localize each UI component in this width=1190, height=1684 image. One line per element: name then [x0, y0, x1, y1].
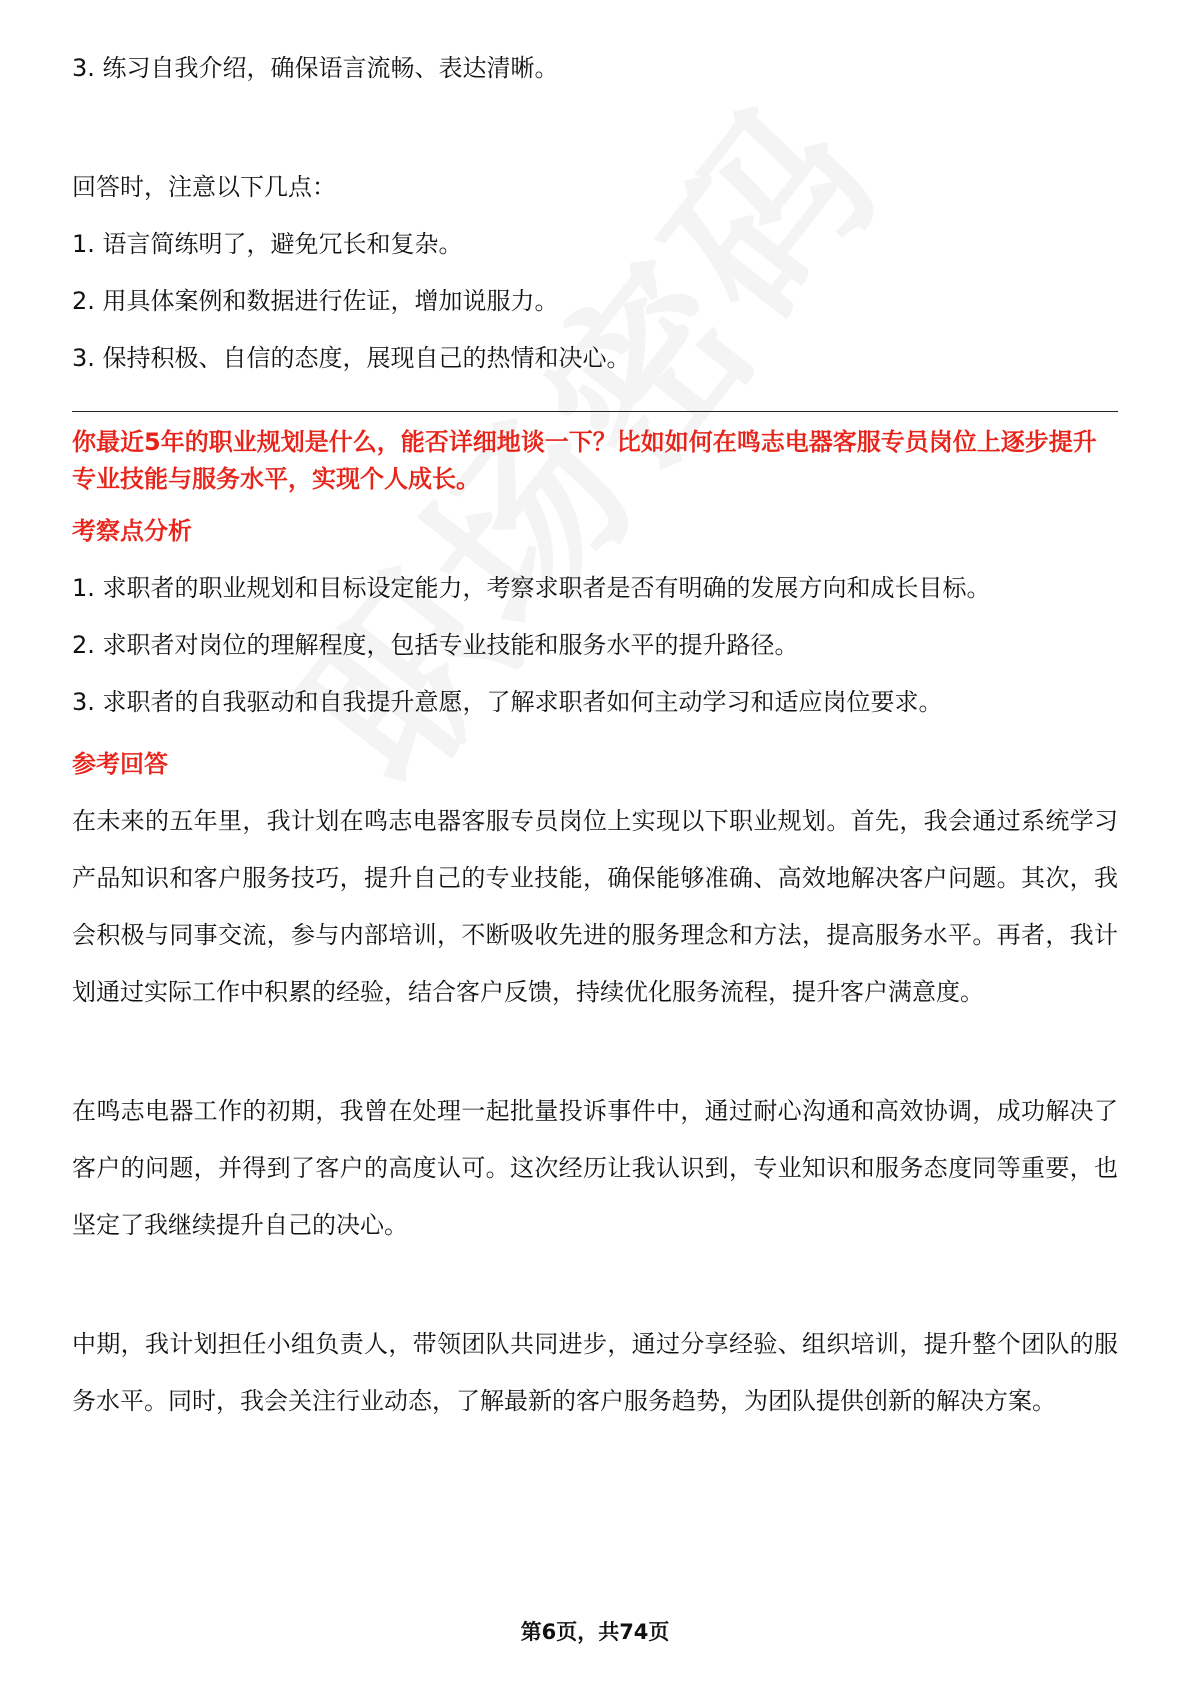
answer-title: 参考回答	[72, 750, 168, 778]
document-page	[72, 40, 1118, 1430]
answer-paragraph-3: 中期，我计划担任小组负责人，带领团队共同进步，通过分享经验、组织培训，提升整个团队的服务水平。同时，我会关注行业动态，了解最新的客户服务趋势，为团队提供创新的解决方案。	[72, 1330, 1118, 1415]
tip-item-2: 2. 用具体案例和数据进行佐证，增加说服力。	[72, 287, 559, 315]
spacer	[72, 1021, 1118, 1083]
answer-paragraph-2: 在鸣志电器工作的初期，我曾在处理一起批量投诉事件中，通过耐心沟通和高效协调，成功解决了客户的问题，并得到了客户的高度认可。这次经历让我认识到，专业知识和服务态度同等重要，也坚定了我继续提升自己的决心。	[72, 1097, 1118, 1239]
tips-heading: 回答时，注意以下几点：	[72, 173, 336, 201]
analysis-item-3: 3. 求职者的自我驱动和自我提升意愿，了解求职者如何主动学习和适应岗位要求。	[72, 688, 943, 716]
analysis-item-1: 1. 求职者的职业规划和目标设定能力，考察求职者是否有明确的发展方向和成长目标。	[72, 574, 991, 602]
answer-paragraph-1: 在未来的五年里，我计划在鸣志电器客服专员岗位上实现以下职业规划。首先，我会通过系统学习产品知识和客户服务技巧，提升自己的专业技能，确保能够准确、高效地解决客户问题。其次，我会积极与同事交流，参与内部培训，不断吸收先进的服务理念和方法，提高服务水平。再者，我计划通过实际工作中积累的经验，结合客户反馈，持续优化服务流程，提升客户满意度。	[72, 807, 1118, 1006]
tip-item-3: 3. 保持积极、自信的态度，展现自己的热情和决心。	[72, 344, 631, 372]
spacer	[72, 1254, 1118, 1316]
tip-item-1: 1. 语言简练明了，避免冗长和复杂。	[72, 230, 463, 258]
analysis-title: 考察点分析	[72, 517, 192, 545]
spacer	[72, 97, 1118, 159]
intro-line-3: 3. 练习自我介绍，确保语言流畅、表达清晰。	[72, 54, 559, 82]
analysis-item-2: 2. 求职者对岗位的理解程度，包括专业技能和服务水平的提升路径。	[72, 631, 799, 659]
page-footer: 第6页，共74页	[520, 1620, 670, 1644]
section-divider	[72, 411, 1118, 412]
interview-question: 你最近5年的职业规划是什么，能否详细地谈一下？比如如何在鸣志电器客服专员岗位上逐步提升专业技能与服务水平，实现个人成长。	[72, 428, 1097, 493]
